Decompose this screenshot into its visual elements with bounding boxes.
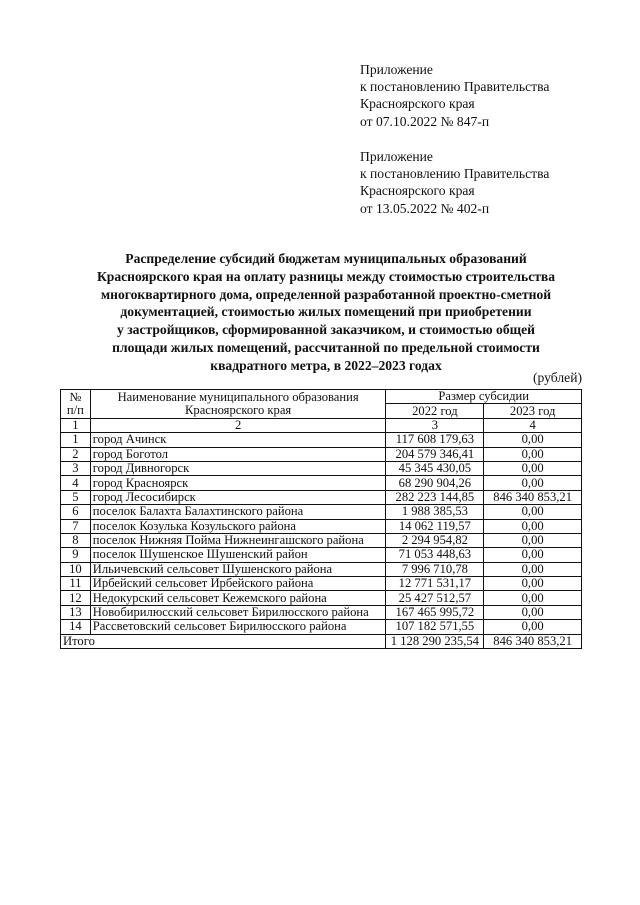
table-row <box>61 490 582 504</box>
municipality-name: город Ачинск <box>90 433 386 447</box>
appendix-line: к постановлению Правительства <box>360 166 550 182</box>
table-row <box>61 447 582 461</box>
subsidy-2022: 45 345 430,05 <box>386 461 484 475</box>
municipality-name: поселок Шушенское Шушенский район <box>90 548 386 562</box>
total-label: Итого <box>61 634 386 648</box>
municipality-name: город Дивногорск <box>90 461 386 475</box>
table-row <box>61 476 582 490</box>
subsidy-2023: 0,00 <box>484 591 582 605</box>
title-line: площади жилых помещений, рассчитанной по предельной стоимости <box>112 339 540 355</box>
appendix-line: Красноярского края <box>360 183 475 199</box>
row-number: 9 <box>61 548 91 562</box>
title-line: у застройщиков, сформированной заказчиком, и стоимостью общей <box>117 322 535 338</box>
municipality-name: город Красноярск <box>90 476 386 490</box>
municipality-name: Ирбейский сельсовет Ирбейского района <box>90 577 386 591</box>
subsidy-2023: 0,00 <box>484 533 582 547</box>
total-2022: 1 128 290 235,54 <box>386 634 484 648</box>
subsidy-2022: 107 182 571,55 <box>386 620 484 634</box>
column-number: 4 <box>484 418 582 432</box>
row-number: 3 <box>61 461 91 475</box>
table-row <box>61 433 582 447</box>
municipality-name: город Лесосибирск <box>90 490 386 504</box>
header-year-2023: 2023 год <box>484 404 582 418</box>
document-title <box>48 250 604 375</box>
row-number: 4 <box>61 476 91 490</box>
table-row <box>61 519 582 533</box>
column-number: 1 <box>61 418 91 432</box>
column-number: 2 <box>90 418 386 432</box>
subsidy-2023: 0,00 <box>484 605 582 619</box>
subsidy-2023: 0,00 <box>484 461 582 475</box>
appendix-line: от 07.10.2022 № 847-п <box>360 113 490 129</box>
subsidy-2023: 0,00 <box>484 433 582 447</box>
header-subsidy: Размер субсидии <box>386 390 582 404</box>
table-row <box>61 533 582 547</box>
title-line: квадратного метра, в 2022–2023 годах <box>210 357 442 373</box>
municipality-name: поселок Нижняя Пойма Нижнеингашского района <box>90 533 386 547</box>
header-year-2022: 2022 год <box>386 404 484 418</box>
municipality-name: Недокурский сельсовет Кежемского района <box>90 591 386 605</box>
appendix-line: от 13.05.2022 № 402-п <box>360 200 490 216</box>
row-number: 13 <box>61 605 91 619</box>
table-row <box>61 461 582 475</box>
title-line: многоквартирного дома, определенной разработанной проектно-сметной <box>100 286 552 302</box>
appendix-block-2 <box>360 148 549 217</box>
row-number: 2 <box>61 447 91 461</box>
subsidy-2022: 1 988 385,53 <box>386 505 484 519</box>
title-line: Распределение субсидий бюджетам муниципальных образований <box>125 251 527 266</box>
municipality-name: город Боготол <box>90 447 386 461</box>
table-row <box>61 591 582 605</box>
table-row <box>61 505 582 519</box>
subsidy-2022: 68 290 904,26 <box>386 476 484 490</box>
row-number: 14 <box>61 620 91 634</box>
subsidy-2022: 71 053 448,63 <box>386 548 484 562</box>
subsidy-2023: 0,00 <box>484 620 582 634</box>
municipality-name: поселок Козулька Козульского района <box>90 519 386 533</box>
subsidy-2023: 0,00 <box>484 577 582 591</box>
unit-label: (рублей) <box>533 370 582 385</box>
header-num-line2: п/п <box>66 402 84 417</box>
table-row <box>61 562 582 576</box>
table-header-row <box>61 390 582 404</box>
header-name-line1: Наименование муниципального образования <box>117 389 359 404</box>
row-number: 6 <box>61 505 91 519</box>
row-number: 1 <box>61 433 91 447</box>
appendix-line: Красноярского края <box>360 96 475 112</box>
row-number: 7 <box>61 519 91 533</box>
subsidy-table <box>60 389 582 649</box>
appendix-line: к постановлению Правительства <box>360 79 550 95</box>
table-row <box>61 605 582 619</box>
title-line: Красноярского края на оплату разницы между стоимостью строительства <box>96 268 556 284</box>
title-line: документацией, стоимостью жилых помещений при приобретении <box>120 304 532 320</box>
subsidy-2022: 167 465 995,72 <box>386 605 484 619</box>
row-number: 8 <box>61 533 91 547</box>
appendix-line: Приложение <box>360 62 433 77</box>
row-number: 5 <box>61 490 91 504</box>
row-number: 10 <box>61 562 91 576</box>
municipality-name: поселок Балахта Балахтинского района <box>90 505 386 519</box>
subsidy-2022: 7 996 710,78 <box>386 562 484 576</box>
subsidy-2022: 282 223 144,85 <box>386 490 484 504</box>
subsidy-2022: 117 608 179,63 <box>386 433 484 447</box>
subsidy-2023: 0,00 <box>484 505 582 519</box>
appendix-line: Приложение <box>360 149 433 164</box>
municipality-name: Рассветовский сельсовет Бирилюсского района <box>90 620 386 634</box>
header-name <box>90 390 386 419</box>
subsidy-2022: 204 579 346,41 <box>386 447 484 461</box>
subsidy-2023: 0,00 <box>484 562 582 576</box>
subsidy-2023: 0,00 <box>484 476 582 490</box>
appendix-block-1 <box>360 61 549 130</box>
subsidy-2023: 0,00 <box>484 447 582 461</box>
column-number: 3 <box>386 418 484 432</box>
total-2023: 846 340 853,21 <box>484 634 582 648</box>
subsidy-2023: 0,00 <box>484 548 582 562</box>
subsidy-2022: 2 294 954,82 <box>386 533 484 547</box>
row-number: 11 <box>61 577 91 591</box>
table-row <box>61 548 582 562</box>
header-num-line1: № <box>69 389 82 404</box>
header-name-line2: Красноярского края <box>185 402 292 417</box>
column-number-row <box>61 418 582 432</box>
municipality-name: Ильичевский сельсовет Шушенского района <box>90 562 386 576</box>
subsidy-2022: 12 771 531,17 <box>386 577 484 591</box>
subsidy-2022: 25 427 512,57 <box>386 591 484 605</box>
subsidy-2022: 14 062 119,57 <box>386 519 484 533</box>
municipality-name: Новобирилюсский сельсовет Бирилюсского района <box>90 605 386 619</box>
subsidy-2023: 846 340 853,21 <box>484 490 582 504</box>
header-num <box>61 390 91 419</box>
subsidy-2023: 0,00 <box>484 519 582 533</box>
table-row <box>61 620 582 634</box>
table-row <box>61 577 582 591</box>
total-row <box>61 634 582 648</box>
row-number: 12 <box>61 591 91 605</box>
